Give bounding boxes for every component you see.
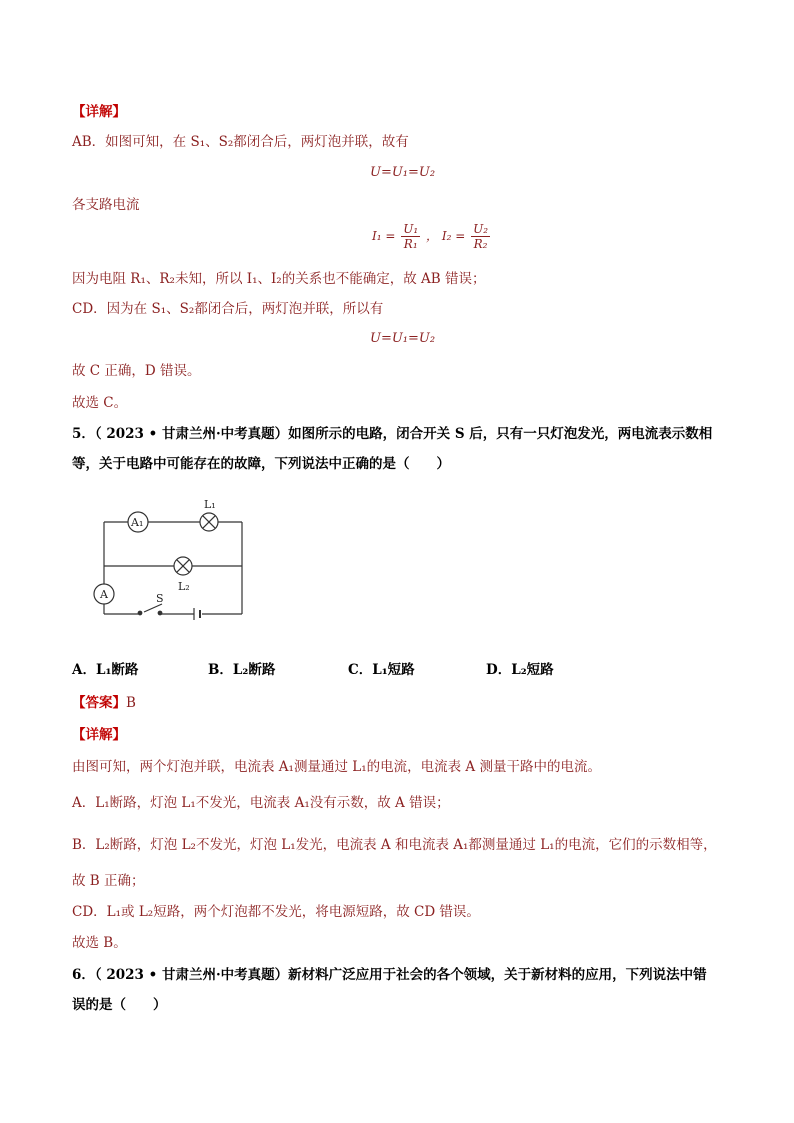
answer-line (72, 694, 136, 712)
answer-value: B (126, 695, 136, 711)
q5-detail-6: 故选 B。 (72, 935, 127, 951)
question-6-line-1: 6．（ 2023 • 甘肃兰州·中考真题）新材料广泛应用于社会的各个领域，关于新材料的应用，下列说法中错 (72, 967, 707, 983)
option-b[interactable]: B．L₂断路 (208, 662, 276, 678)
q5-detail-2: A．L₁断路，灯泡 L₁不发光，电流表 A₁没有示数，故 A 错误； (72, 795, 450, 811)
formula-i1: I₁ = (372, 229, 396, 243)
question-5-line-1: 5．（ 2023 • 甘肃兰州·中考真题）如图所示的电路，闭合开关 S 后，只有一只灯泡发光，两电流表示数相 (72, 426, 713, 442)
label-a1: A₁ (131, 516, 144, 529)
fraction-den-r1: R₁ (403, 237, 418, 251)
current-formula (372, 222, 492, 251)
question-6-line-2: 误的是（ ） (72, 997, 167, 1013)
circuit-diagram (88, 498, 258, 623)
fraction-num-u2: U₂ (473, 222, 489, 236)
equation-voltage-2: U=U₁=U₂ (370, 331, 436, 346)
resistance-line: 因为电阻 R₁、R₂未知，所以 I₁、I₂的关系也不能确定，故 AB 错误； (72, 271, 486, 287)
option-a[interactable]: A．L₁断路 (72, 662, 139, 678)
label-l2: L₂ (178, 580, 190, 593)
label-a: A (100, 588, 108, 601)
branch-current-text: 各支路电流 (72, 197, 140, 213)
fraction-den-r2: R₂ (473, 237, 488, 251)
equation-voltage-1: U=U₁=U₂ (370, 165, 436, 180)
c-correct-line: 故 C 正确，D 错误。 (72, 363, 201, 379)
q5-detail-1: 由图可知，两个灯泡并联，电流表 A₁测量通过 L₁的电流，电流表 A 测量干路中的电流。 (72, 759, 601, 775)
label-switch-s: S (156, 592, 164, 605)
choose-c-line: 故选 C。 (72, 395, 128, 411)
label-l1: L₁ (204, 498, 216, 511)
q5-detail-4: 故 B 正确； (72, 873, 145, 889)
answer-label: 【答案】 (72, 695, 126, 711)
detail-cd-line: CD．因为在 S₁、S₂都闭合后，两灯泡并联，所以有 (72, 301, 384, 317)
formula-i2: I₂ = (441, 229, 466, 243)
detail-ab-line: AB．如图可知，在 S₁、S₂都闭合后，两灯泡并联，故有 (72, 134, 409, 150)
question-5-options (72, 658, 732, 678)
detail-label: 【详解】 (72, 104, 126, 120)
fraction-u2-r2 (471, 222, 490, 251)
fraction-num-u1: U₁ (403, 222, 419, 236)
fraction-u1-r1 (401, 222, 420, 251)
q5-detail-3: B．L₂断路，灯泡 L₂不发光，灯泡 L₁发光，电流表 A 和电流表 A₁都测量通过 L₁的电流，它们的示数相等， (72, 837, 717, 853)
option-d[interactable]: D．L₂短路 (486, 662, 554, 678)
question-5-line-2: 等，关于电路中可能存在的故障，下列说法中正确的是（ ） (72, 456, 450, 472)
q5-detail-5: CD．L₁或 L₂短路，两个灯泡都不发光，将电源短路，故 CD 错误。 (72, 904, 480, 920)
option-c[interactable]: C．L₁短路 (348, 662, 415, 678)
detail-label-q5: 【详解】 (72, 727, 126, 743)
formula-sep: ， (426, 229, 439, 243)
